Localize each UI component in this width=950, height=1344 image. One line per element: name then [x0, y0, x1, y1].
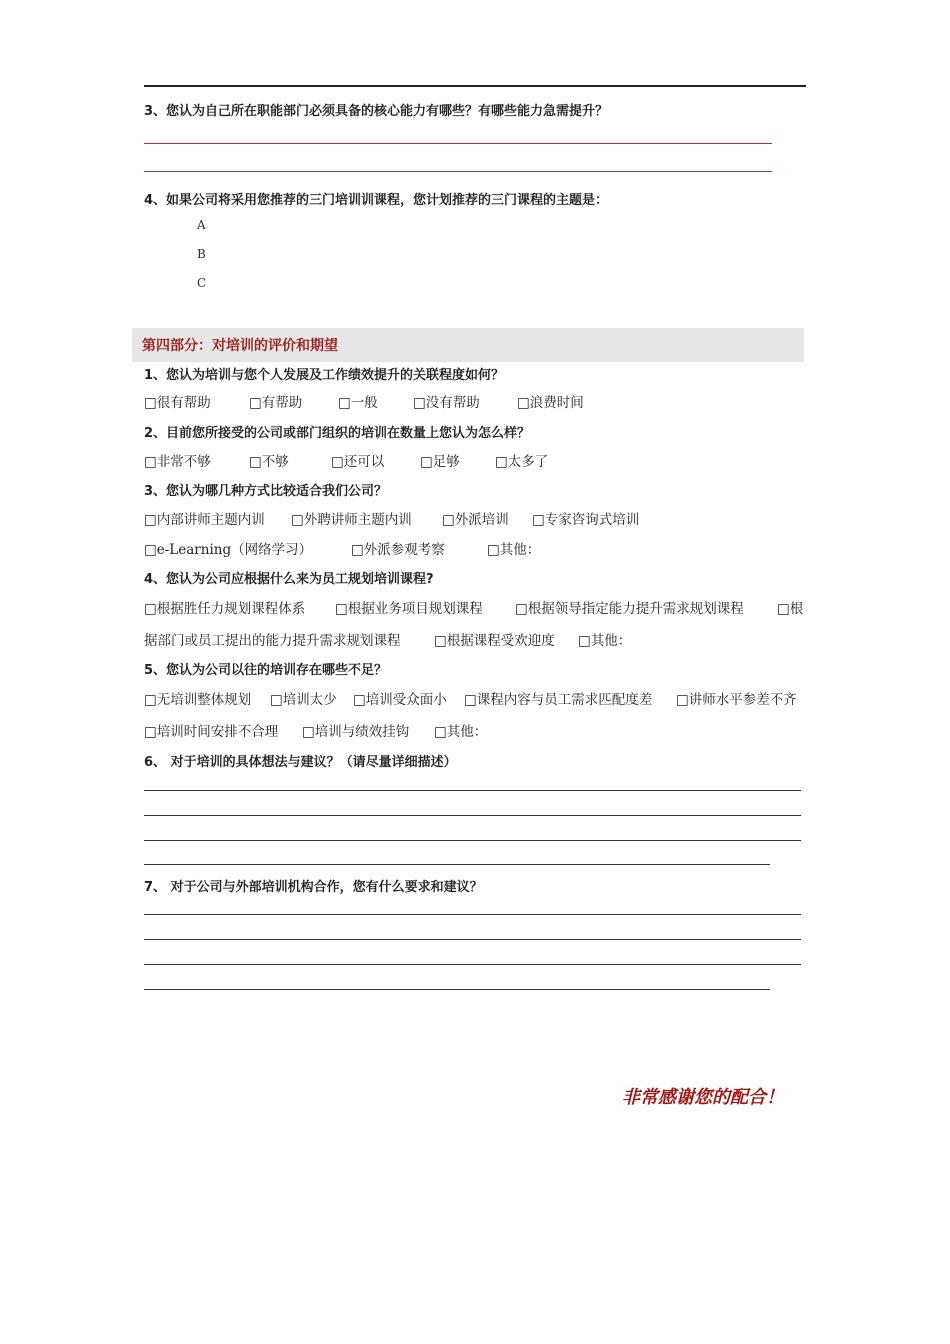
answer-line[interactable] [144, 143, 772, 144]
answer-line[interactable] [144, 914, 801, 915]
checkbox-option[interactable]: □足够 [420, 454, 460, 470]
course-item-c: C [197, 276, 207, 290]
answer-line[interactable] [144, 864, 770, 865]
question-4-text: 4、如果公司将采用您推荐的三门培训训课程，您计划推荐的三门课程的主题是： [144, 193, 609, 208]
s4-question-2: 2、目前您所接受的公司或部门组织的培训在数量上您认为怎么样？ [144, 426, 531, 441]
answer-line[interactable] [144, 964, 801, 965]
s4-q3-options-row1 [0, 508, 950, 528]
section-title: 第四部分：对培训的评价和期望 [142, 338, 338, 354]
answer-line[interactable] [144, 790, 801, 791]
checkbox-option[interactable]: □外聘讲师主题内训 [291, 512, 412, 528]
s4-question-5: 5、您认为公司以往的培训存在哪些不足？ [144, 663, 388, 678]
checkbox-option[interactable]: □其他： [487, 542, 541, 558]
checkbox-option[interactable]: □太多了 [495, 454, 549, 470]
checkbox-option[interactable]: □还可以 [331, 454, 385, 470]
s4-q4-options-row2 [0, 629, 950, 649]
checkbox-option[interactable]: □根据领导指定能力提升需求规划课程 [515, 601, 744, 617]
s4-q4-options-row1 [0, 597, 950, 617]
checkbox-option[interactable]: □课程内容与员工需求匹配度差 [464, 692, 653, 708]
checkbox-option[interactable]: □内部讲师主题内训 [144, 512, 265, 528]
thanks-message: 非常感谢您的配合！ [622, 1087, 784, 1108]
s4-q2-options [0, 450, 950, 470]
answer-line[interactable] [144, 939, 801, 940]
course-item-a: A [197, 218, 206, 232]
checkbox-option[interactable]: □e-Learning（网络学习） [144, 542, 313, 558]
checkbox-option[interactable]: □培训与绩效挂钩 [302, 724, 410, 740]
checkbox-option[interactable]: □培训时间安排不合理 [144, 724, 279, 740]
s4-q5-options-row1 [0, 688, 950, 708]
s4-q1-options [0, 391, 950, 411]
s4-q3-options-row2 [0, 538, 950, 558]
checkbox-option[interactable]: □根 [777, 601, 804, 617]
checkbox-option[interactable]: □根据课程受欢迎度 [434, 633, 555, 649]
checkbox-option[interactable]: □外派培训 [442, 512, 509, 528]
checkbox-option[interactable]: □一般 [338, 395, 378, 411]
top-divider [144, 85, 806, 87]
s4-question-7: 7、 对于公司与外部培训机构合作，您有什么要求和建议？ [144, 880, 483, 895]
checkbox-option[interactable]: □外派参观考察 [351, 542, 445, 558]
checkbox-option[interactable]: □其他： [578, 633, 632, 649]
checkbox-option[interactable]: □浪费时间 [517, 395, 584, 411]
answer-line[interactable] [144, 840, 801, 841]
section-header [132, 328, 804, 362]
answer-line[interactable] [144, 171, 772, 172]
course-item-b: B [197, 247, 206, 261]
answer-line[interactable] [144, 815, 801, 816]
checkbox-option[interactable]: □根据胜任力规划课程体系 [144, 601, 306, 617]
answer-line[interactable] [144, 989, 770, 990]
checkbox-option[interactable]: □有帮助 [249, 395, 303, 411]
checkbox-option[interactable]: □不够 [249, 454, 289, 470]
checkbox-option[interactable]: □培训受众面小 [353, 692, 447, 708]
checkbox-option[interactable]: □培训太少 [270, 692, 337, 708]
s4-question-3: 3、您认为哪几种方式比较适合我们公司？ [144, 484, 388, 499]
s4-question-6: 6、 对于培训的具体想法与建议？（请尽量详细描述） [144, 755, 457, 770]
checkbox-option[interactable]: □非常不够 [144, 454, 211, 470]
checkbox-option[interactable]: □很有帮助 [144, 395, 211, 411]
checkbox-option[interactable]: □根据业务项目规划课程 [335, 601, 483, 617]
question-3-text: 3、您认为自己所在职能部门必须具备的核心能力有哪些？有哪些能力急需提升？ [144, 104, 609, 119]
s4-question-1: 1、您认为培训与您个人发展及工作绩效提升的关联程度如何？ [144, 368, 505, 383]
checkbox-option[interactable]: □没有帮助 [413, 395, 480, 411]
s4-q5-options-row2 [0, 720, 950, 740]
checkbox-option[interactable]: □无培训整体规划 [144, 692, 252, 708]
checkbox-option[interactable]: □专家咨询式培训 [532, 512, 640, 528]
checkbox-option[interactable]: □其他： [434, 724, 488, 740]
option-continuation: 据部门或员工提出的能力提升需求规划课程 [144, 633, 401, 649]
checkbox-option[interactable]: □讲师水平参差不齐 [676, 692, 797, 708]
s4-question-4: 4、您认为公司应根据什么来为员工规划培训课程? [144, 572, 434, 587]
